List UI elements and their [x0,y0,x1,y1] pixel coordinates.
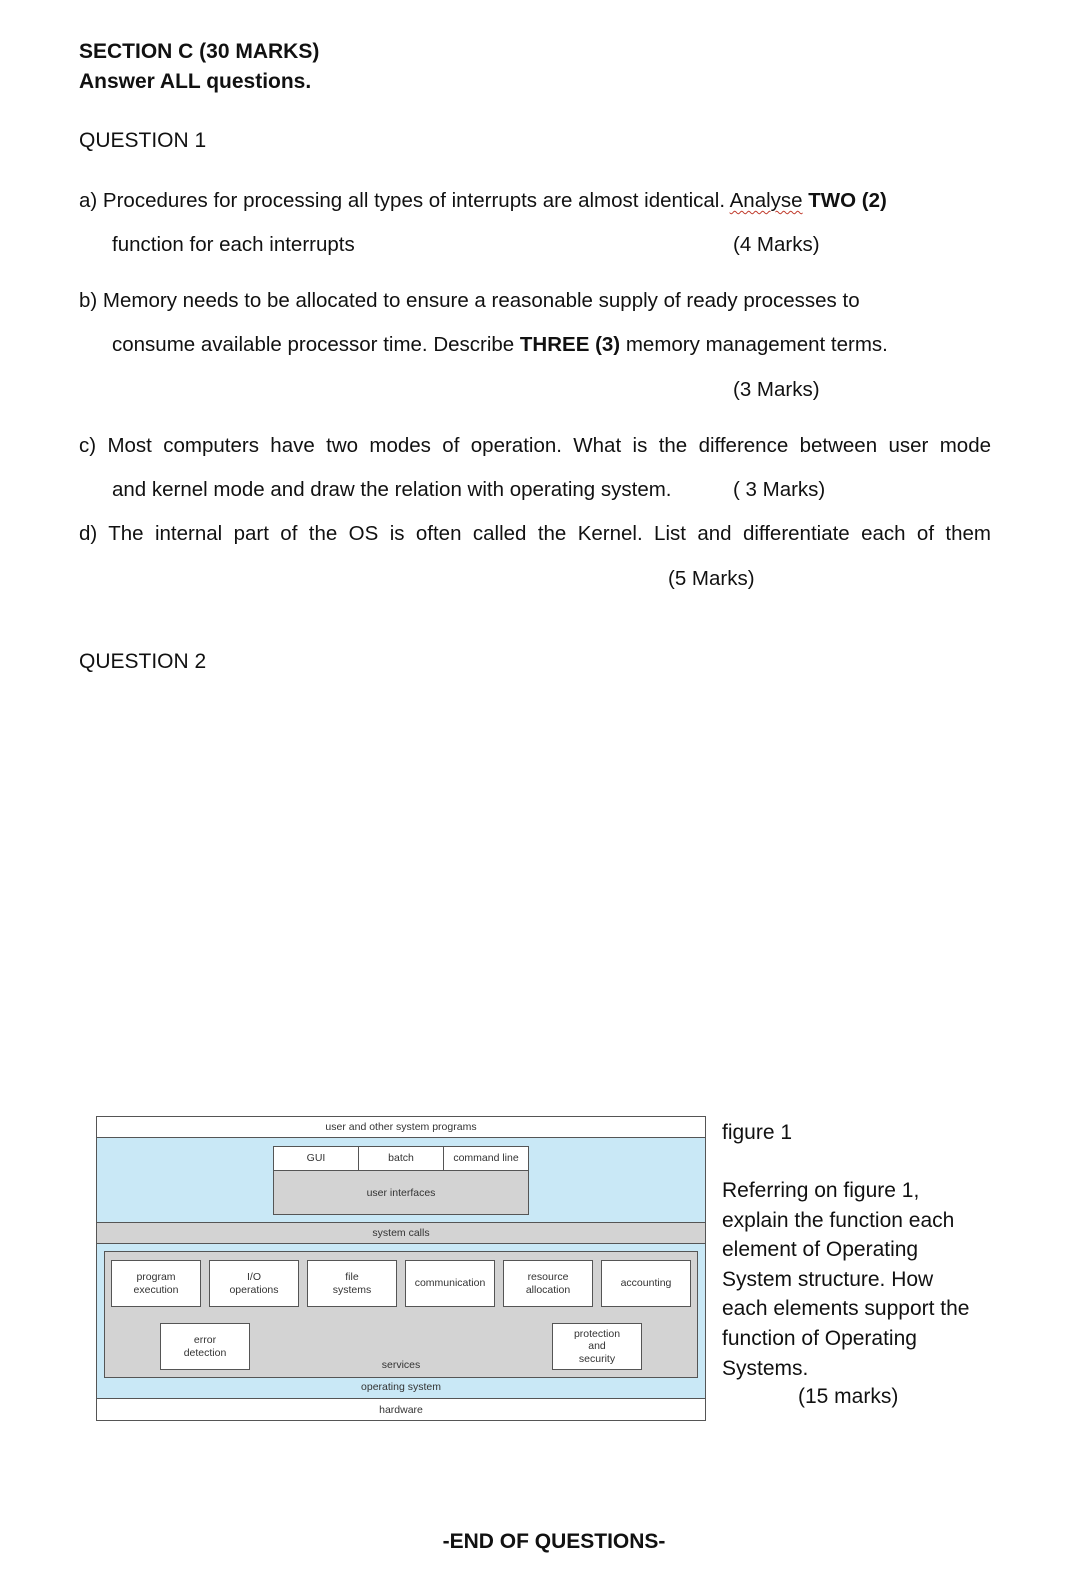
figure-caption: figure 1 [722,1121,793,1144]
q1a-text: a) Procedures for processing all types of interrupts are almost identical. [79,189,730,212]
service-io-operations-label: I/O operations [229,1271,279,1296]
service-accounting [601,1260,691,1307]
user-programs-label: user and other system programs [325,1121,477,1133]
q1b-text-end: memory management terms. [620,333,888,356]
service-program-execution-label: program execution [133,1271,179,1296]
question2-heading: QUESTION 2 [79,650,207,673]
question1-heading: QUESTION 1 [79,129,207,152]
service-accounting-label: accounting [620,1277,672,1290]
service-error-detection-label: error detection [183,1334,227,1359]
ui-tab-command-line-label: command line [453,1152,519,1165]
question2-marks: (15 marks) [798,1385,899,1408]
service-program-execution [111,1260,201,1307]
q1b-line2 [112,333,888,357]
spellcheck-flagged-word: Analyse [729,189,803,212]
service-file-systems [307,1260,397,1307]
q1a-line1 [79,189,887,213]
question2-prompt: Referring on figure 1, explain the function each element of Operating System structure. How each elements support the function of Operating Systems. [722,1179,970,1380]
q1b-text: consume available processor time. Describe [112,333,520,356]
service-file-systems-label: file systems [332,1271,372,1296]
hardware-label: hardware [379,1404,423,1416]
q1c-line1: c) Most computers have two modes of operation. What is the difference between user mode [79,434,991,457]
q1d-line1: d) The internal part of the OS is often called the Kernel. List and differentiate each of them [79,522,991,545]
system-calls-label: system calls [372,1227,430,1239]
q1c-marks: ( 3 Marks) [733,478,826,501]
q1b-marks: (3 Marks) [733,378,820,401]
ui-tab-command-line [443,1146,529,1171]
q1c-line2: and kernel mode and draw the relation with operating system. [112,478,672,501]
service-protection-and-security-label: protection and security [573,1328,621,1365]
user-interfaces-label: user interfaces [366,1187,436,1199]
q1b-bold: THREE (3) [519,333,621,356]
q1b-line1: b) Memory needs to be allocated to ensure a reasonable supply of ready processes to [79,289,860,312]
operating-system-label: operating system [361,1381,441,1393]
os-structure-diagram [96,1116,706,1421]
q1a-bold: TWO (2) [808,189,887,212]
q1a-line2: function for each interrupts [112,233,355,256]
service-io-operations [209,1260,299,1307]
service-protection-and-security [552,1323,642,1370]
service-resource-allocation-label: resource allocation [525,1271,571,1296]
section-title: SECTION C (30 MARKS) [79,40,320,63]
services-label: services [381,1359,421,1371]
ui-tab-gui-label: GUI [306,1152,326,1165]
service-communication [405,1260,495,1307]
service-error-detection [160,1323,250,1370]
end-of-questions: -END OF QUESTIONS- [442,1530,666,1553]
ui-tab-batch-label: batch [388,1152,414,1165]
service-communication-label: communication [414,1277,486,1290]
ui-tab-gui [273,1146,359,1171]
service-resource-allocation [503,1260,593,1307]
section-instruction: Answer ALL questions. [79,70,312,93]
q1a-marks: (4 Marks) [733,233,820,256]
ui-tab-batch [358,1146,444,1171]
q1d-marks: (5 Marks) [668,567,755,590]
